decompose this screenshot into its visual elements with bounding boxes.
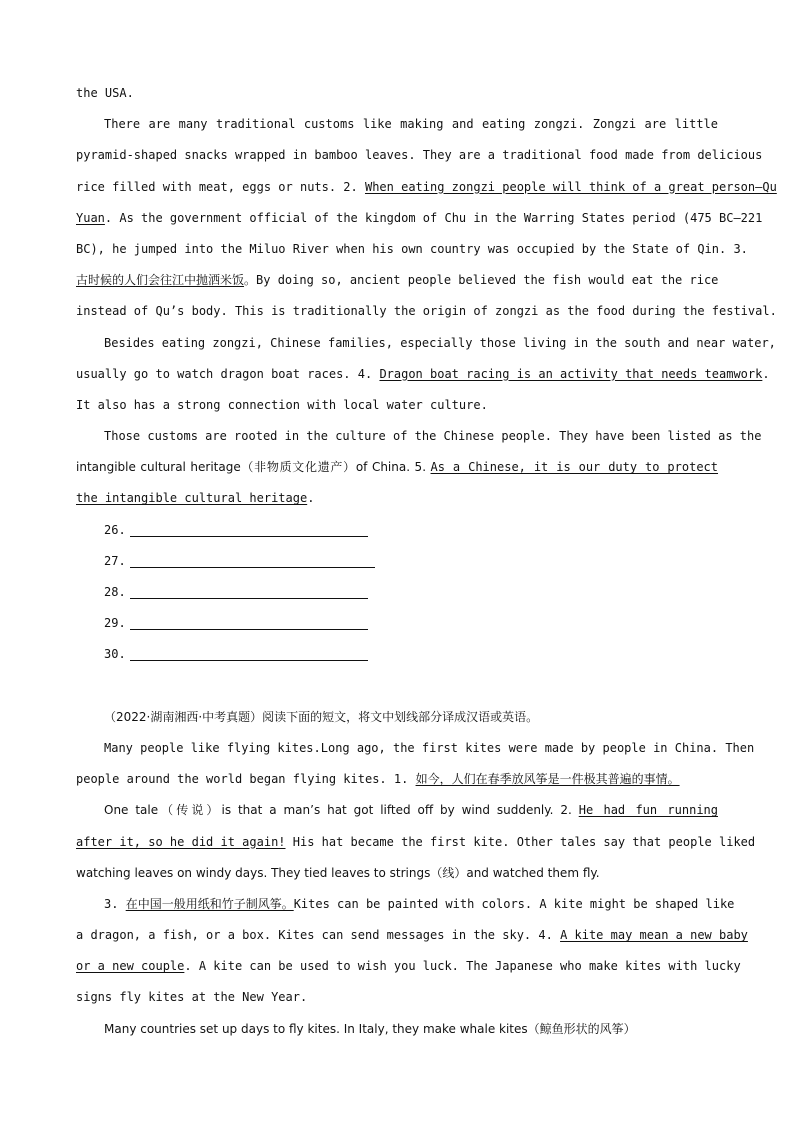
text-fragment: intangible cultural heritage（非物质文化遗产）of China. 5. bbox=[76, 460, 431, 475]
text-fragment: Besides eating zongzi, Chinese families, especially those living in the south and near water, bbox=[104, 335, 776, 350]
underlined-sentence-3: 在中国一般用纸和竹子制风筝。 bbox=[125, 896, 294, 911]
text-fragment: usually go to watch dragon boat races. 4. bbox=[76, 366, 380, 381]
text-fragment: 。By doing so, ancient people believed the fish would eat the rice bbox=[244, 273, 719, 288]
underlined-sentence-2: When eating zongzi people will think of a great person—Qu bbox=[364, 179, 777, 194]
text-line bbox=[76, 78, 718, 109]
text-fragment: . A kite can be used to wish you luck. The Japanese who make kites with lucky bbox=[184, 959, 741, 974]
text-line bbox=[76, 328, 776, 359]
answer-row-29 bbox=[76, 608, 718, 639]
answer-number: 27. bbox=[104, 553, 126, 568]
text-line bbox=[76, 982, 718, 1013]
section-gap bbox=[76, 671, 718, 702]
answer-blank[interactable] bbox=[130, 584, 368, 599]
answer-number: 26. bbox=[104, 522, 126, 537]
underlined-sentence-5: As a Chinese, it is our duty to protect bbox=[430, 460, 719, 475]
text-line bbox=[76, 920, 748, 951]
text-line bbox=[76, 421, 762, 452]
text-fragment: instead of Qu’s body. This is traditionally the origin of zongzi as the food during the festival. bbox=[76, 304, 777, 319]
text-line bbox=[76, 733, 755, 764]
answer-blank[interactable] bbox=[130, 553, 375, 568]
text-fragment: Many countries set up days to fly kites. In Italy, they make whale kites（鲸鱼形状的风筝） bbox=[104, 1021, 636, 1036]
answer-number: 29. bbox=[104, 616, 126, 631]
text-fragment: a dragon, a fish, or a box. Kites can send messages in the sky. 4. bbox=[76, 928, 561, 943]
text-fragment: It also has a strong connection with local water culture. bbox=[76, 397, 488, 412]
text-line bbox=[76, 795, 718, 826]
document-page bbox=[76, 78, 777, 1045]
text-fragment: Those customs are rooted in the culture of the Chinese people. They have been listed as the bbox=[104, 429, 762, 444]
answer-number: 30. bbox=[104, 647, 126, 662]
underlined-sentence-5-end: the intangible cultural heritage bbox=[76, 491, 308, 506]
answer-row-28 bbox=[76, 577, 718, 608]
text-fragment: signs fly kites at the New Year. bbox=[76, 990, 308, 1005]
text-line bbox=[76, 296, 777, 327]
text-fragment: watching leaves on windy days. They tied leaves to strings（线）and watched them fly. bbox=[76, 865, 600, 880]
text-line bbox=[76, 1014, 718, 1045]
text-line bbox=[76, 203, 763, 234]
underlined-sentence-4: Dragon boat racing is an activity that needs teamwork bbox=[379, 366, 763, 381]
text-fragment: One tale（传说）is that a man’s hat got lifted off by wind suddenly. 2. bbox=[104, 803, 579, 818]
text-fragment: rice filled with meat, eggs or nuts. 2. bbox=[76, 179, 365, 194]
text-fragment: Kites can be painted with colors. A kite might be shaped like bbox=[293, 896, 735, 911]
text-fragment: . As the government official of the kingdom of Chu in the Warring States period (475 BC—221 bbox=[104, 210, 763, 225]
underlined-sentence-1: 如今，人们在春季放风筝是一件极其普遍的事情。 bbox=[415, 772, 680, 787]
text-line bbox=[76, 951, 741, 982]
text-line bbox=[76, 234, 748, 265]
text-fragment: 3. bbox=[104, 896, 126, 911]
text-line bbox=[76, 764, 718, 795]
question-instruction bbox=[76, 702, 718, 733]
underlined-sentence-4-end: or a new couple bbox=[76, 959, 185, 974]
text-fragment: BC), he jumped into the Miluo River when his own country was occupied by the State of Qin. 3. bbox=[76, 241, 748, 256]
answer-blank[interactable] bbox=[130, 615, 368, 630]
text-fragment: . bbox=[762, 366, 770, 381]
underlined-sentence-2-end: Yuan bbox=[76, 210, 105, 225]
instruction-text: （2022·湖南湘西·中考真题）阅读下面的短文，将文中划线部分译成汉语或英语。 bbox=[104, 709, 539, 724]
answer-row-27 bbox=[76, 546, 718, 577]
text-line bbox=[76, 265, 718, 296]
text-line bbox=[76, 858, 718, 889]
text-line bbox=[76, 140, 763, 171]
text-fragment: people around the world began flying kites. 1. bbox=[76, 772, 416, 787]
underlined-sentence-3: 古时候的人们会往江中抛洒米饭 bbox=[76, 273, 245, 288]
text-fragment: Many people like flying kites.Long ago, the first kites were made by people in China. Then bbox=[104, 740, 755, 755]
answer-row-26 bbox=[76, 515, 718, 546]
text-fragment: There are many traditional customs like making and eating zongzi. Zongzi are little bbox=[104, 117, 718, 132]
text-line bbox=[76, 172, 777, 203]
text-line bbox=[76, 827, 756, 858]
text-line bbox=[76, 359, 770, 390]
text-line bbox=[76, 889, 735, 920]
text-line bbox=[76, 452, 718, 483]
text-fragment: His hat became the first kite. Other tales say that people liked bbox=[285, 834, 756, 849]
text-fragment: the USA. bbox=[76, 86, 134, 100]
underlined-sentence-2-end: after it, so he did it again! bbox=[76, 834, 286, 849]
underlined-sentence-4: A kite may mean a new baby bbox=[560, 928, 748, 943]
text-fragment: pyramid-shaped snacks wrapped in bamboo leaves. They are a traditional food made from delicious bbox=[76, 148, 763, 163]
answer-blank[interactable] bbox=[130, 522, 368, 537]
answer-number: 28. bbox=[104, 585, 126, 599]
text-fragment: . bbox=[307, 491, 315, 506]
text-line bbox=[76, 390, 718, 421]
text-line bbox=[76, 483, 718, 514]
underlined-sentence-2: He had fun running bbox=[578, 803, 718, 818]
text-line bbox=[76, 109, 718, 140]
answer-blank[interactable] bbox=[130, 646, 368, 661]
answer-row-30 bbox=[76, 639, 718, 670]
